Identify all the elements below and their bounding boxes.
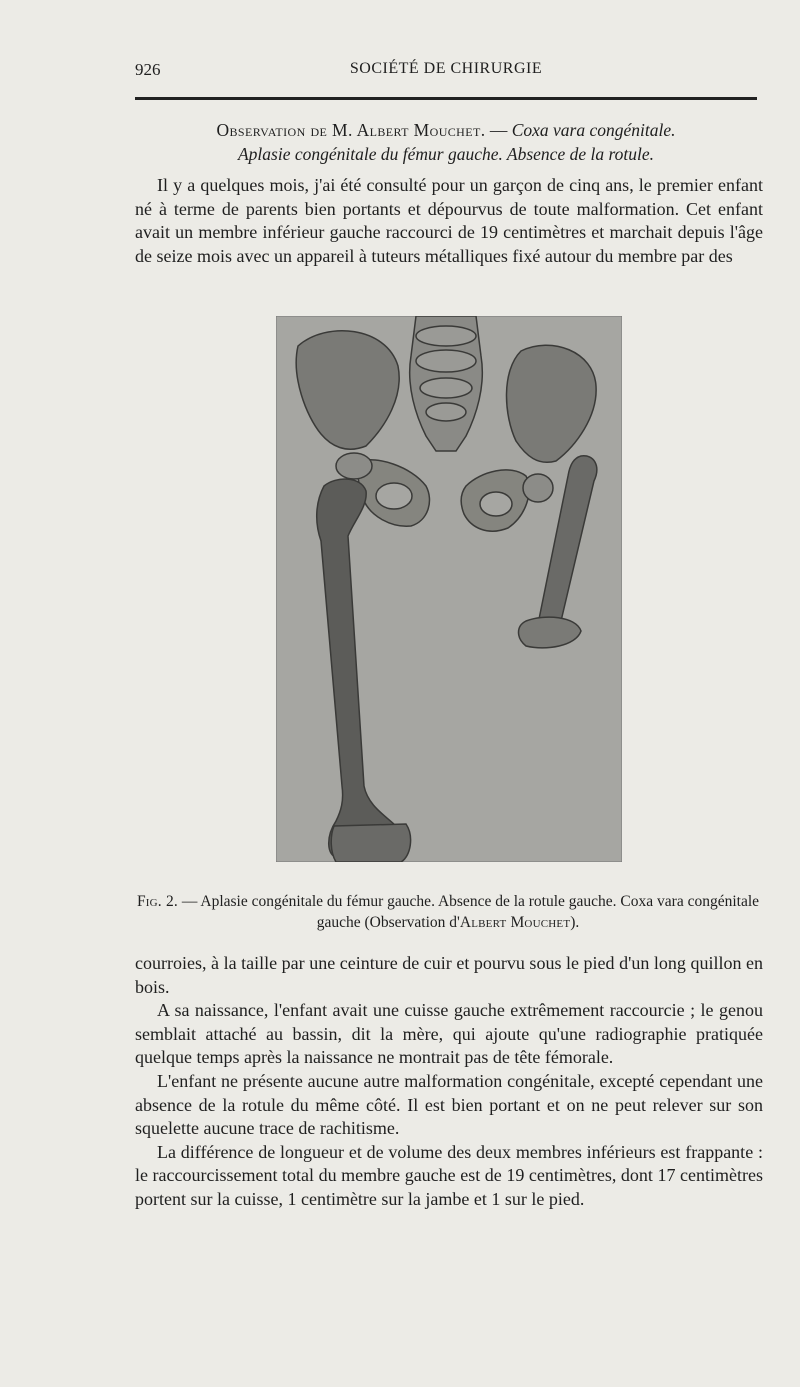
observation-line-1 <box>135 118 757 142</box>
observation-author: Observation de M. Albert Mouchet. <box>216 120 486 140</box>
paragraph-malformation: L'enfant ne présente aucune autre malformation congénitale, excepté cependant une absence de la rotule du même côté. Il est bien portant et on ne peut relever sur son squelette aucune trace de rachitisme. <box>135 1070 763 1139</box>
body-text-top <box>135 174 763 268</box>
observation-line-2: Aplasie congénitale du fémur gauche. Absence de la rotule. <box>237 144 654 164</box>
paragraph-difference: La différence de longueur et de volume des deux membres inférieurs est frappante : le raccourcissement total du membre gauche est de 19 centimètres, dont 17 centimètres portent sur la cuisse, 1 centimètre sur la jambe et 1 sur le pied. <box>135 1141 763 1209</box>
pelvis-femur-radiograph-figure <box>276 316 622 862</box>
figure-caption-text: — Aplasie congénitale du fémur gauche. Absence de la rotule gauche. Coxa vara congénitale gauche (Observation d' <box>177 893 760 931</box>
paragraph-continuation: courroies, à la taille par une ceinture de cuir et pourvu sous le pied d'un long quillon en bois. <box>135 953 763 997</box>
figure-caption-author: Albert Mouchet <box>459 914 571 931</box>
figure-caption <box>128 891 768 933</box>
observation-diagnosis: Coxa vara congénitale. <box>511 120 676 140</box>
figure-caption-end: ). <box>570 914 580 931</box>
header-rule <box>135 97 757 100</box>
paragraph-1: Il y a quelques mois, j'ai été consulté pour un garçon de cinq ans, le premier enfant né à terme de parents bien portants et dépourvus de toute malformation. Cet enfant avait un membre inférieur gauche raccourci de 19 centimètres et marchait depuis l'âge de seize mois avec un appareil à tuteurs métalliques fixé autour du membre par des <box>135 175 763 266</box>
observation-heading <box>135 118 757 166</box>
body-text-bottom <box>135 952 763 1212</box>
observation-dash: — <box>485 120 512 140</box>
running-title: SOCIÉTÉ DE CHIRURGIE <box>349 60 543 77</box>
paragraph-birth: A sa naissance, l'enfant avait une cuisse gauche extrêmement raccourcie ; le genou semblait attaché au bassin, dit la mère, qui ajoute qu'une radiographie pratiquée quelque temps après la naissance ne montrait pas de tête fémorale. <box>135 1000 763 1068</box>
figure-label: Fig. 2. <box>136 893 178 910</box>
page-number: 926 <box>135 60 161 79</box>
page-header <box>135 60 757 84</box>
